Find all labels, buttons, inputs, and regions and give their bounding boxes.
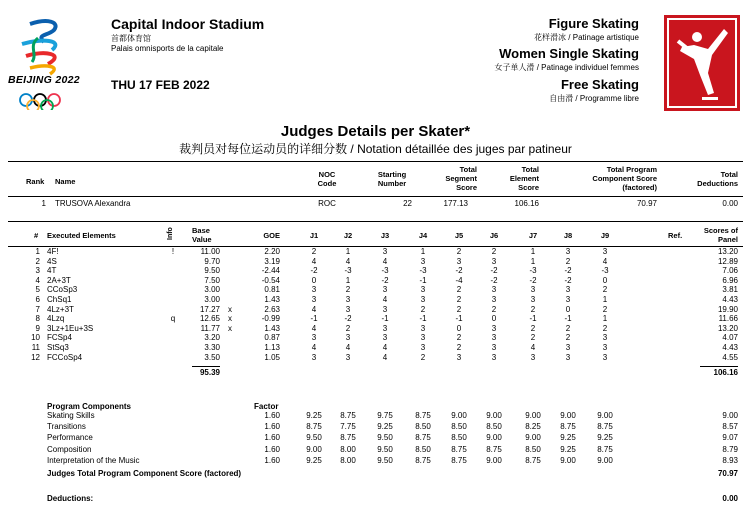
judge-8-score: 3 (565, 247, 571, 256)
judge-6-score: 2 (491, 247, 497, 256)
segment-subtitle: 自由滑 / Programme libre (549, 94, 639, 103)
judge-3-score: 4 (382, 343, 388, 352)
judge-9-score: 4 (602, 256, 608, 266)
judge-9-score: 3 (602, 247, 608, 256)
judge-1-score: -2 (310, 266, 318, 276)
judge-6-score: 3 (491, 285, 497, 295)
element-goe: 2.20 (264, 247, 280, 256)
base-value-total-rule (192, 366, 220, 367)
element-base-value: 3.20 (204, 333, 220, 343)
judge-2-score: 1 (345, 247, 351, 256)
judge-3-score: 3 (382, 323, 388, 333)
judge-3-score: -2 (381, 275, 389, 285)
col-name: Name (55, 177, 76, 186)
judge-2-score: 4 (345, 343, 351, 352)
judge-3-score: 4 (382, 295, 388, 304)
venue-french: Palais omnisports de la capitale (111, 44, 224, 53)
component-panel-score: 8.79 (722, 444, 738, 454)
judge-9-score: 1 (602, 295, 608, 304)
judge-6-mark: 9.00 (486, 411, 502, 420)
col-factor: Factor (254, 402, 279, 411)
judge-8-mark: 9.00 (560, 411, 576, 420)
col-start-number: Starting Number (377, 170, 407, 188)
col-judge-8: J8 (563, 231, 573, 240)
judge-9-mark: 9.00 (597, 455, 613, 465)
judge-7-score: 3 (530, 352, 536, 362)
sport-title: Figure Skating (548, 16, 639, 31)
element-goe: -0.54 (261, 275, 280, 285)
element-base-value: 12.65 (199, 314, 220, 324)
pcs-total-label: Judges Total Program Component Score (factored) (47, 469, 242, 478)
element-code: 4Lzq (47, 314, 65, 324)
judge-2-score: -3 (344, 266, 352, 276)
component-name: Interpretation of the Music (47, 455, 140, 465)
col-total-pcs: Total Program Component Score (factored) (592, 165, 657, 192)
judge-4-score: 3 (420, 285, 426, 295)
element-base-value: 9.70 (204, 256, 220, 266)
judge-7-score: 1 (530, 256, 536, 266)
judge-8-score: -1 (564, 314, 572, 324)
element-panel-score: 4.55 (722, 352, 738, 362)
element-base-value: 17.27 (199, 304, 220, 314)
judge-2-score: 1 (345, 275, 351, 285)
element-goe: 1.13 (264, 343, 280, 352)
pcs-total-value: 70.97 (717, 469, 738, 478)
component-factor: 1.60 (264, 455, 280, 465)
total-segment-score: 177.13 (443, 199, 468, 208)
judge-5-mark: 8.50 (451, 433, 467, 443)
judge-3-score: 3 (382, 304, 388, 314)
judge-6-score: 3 (491, 295, 497, 304)
judge-7-score: 1 (530, 247, 536, 256)
component-name: Composition (47, 444, 92, 454)
judge-6-mark: 8.75 (486, 444, 502, 454)
col-judge-3: J3 (380, 231, 390, 240)
judge-5-mark: 9.00 (451, 411, 467, 420)
judge-7-mark: 8.75 (525, 455, 541, 465)
judge-1-score: 3 (311, 295, 317, 304)
judge-8-score: 3 (565, 285, 571, 295)
judge-3-mark: 9.50 (377, 455, 393, 465)
judge-7-mark: 8.25 (525, 422, 541, 432)
col-total-deductions: Total Deductions (697, 170, 738, 188)
judge-2-mark: 8.75 (340, 433, 356, 443)
judge-3-score: 3 (382, 285, 388, 295)
judge-8-score: 3 (565, 343, 571, 352)
judge-2-score: 3 (345, 304, 351, 314)
judge-1-mark: 9.25 (306, 455, 322, 465)
element-base-value: 3.00 (204, 295, 220, 304)
judge-9-score: 2 (602, 285, 608, 295)
col-total-element-score: Total Element Score (509, 165, 539, 192)
judge-6-score: 3 (491, 343, 497, 352)
judge-8-score: 0 (565, 304, 571, 314)
judge-3-score: -1 (381, 314, 389, 324)
judge-5-score: 3 (456, 256, 462, 266)
judge-8-score: 2 (565, 333, 571, 343)
venue-chinese: 首都体育馆 (111, 34, 151, 43)
judge-1-score: 4 (311, 256, 317, 266)
col-element-number: # (34, 231, 39, 240)
judge-4-score: 2 (420, 304, 426, 314)
element-base-value: 9.50 (204, 266, 220, 276)
judge-6-score: 2 (491, 304, 497, 314)
judge-6-score: 0 (491, 314, 497, 324)
judge-3-score: 4 (382, 352, 388, 362)
judge-7-score: 4 (530, 343, 536, 352)
judge-7-score: 3 (530, 285, 536, 295)
col-noc: NOC Code (317, 170, 337, 188)
judge-1-score: 3 (311, 333, 317, 343)
judge-2-score: 3 (345, 333, 351, 343)
judge-4-mark: 8.75 (415, 411, 431, 420)
event-title: Women Single Skating (499, 46, 639, 61)
judge-4-score: 3 (420, 295, 426, 304)
judge-3-score: 3 (382, 247, 388, 256)
element-number: 1 (35, 247, 40, 256)
deductions-label: Deductions: (47, 494, 94, 503)
col-scores-of-panel: Scores of Panel (703, 226, 738, 244)
element-code: 4F! (47, 247, 59, 256)
element-goe: -0.99 (261, 314, 280, 324)
noc-code: ROC (318, 199, 336, 208)
judge-3-mark: 9.50 (377, 444, 393, 454)
judge-5-score: -2 (455, 266, 463, 276)
judge-8-score: 3 (565, 295, 571, 304)
judge-9-mark: 9.25 (597, 433, 613, 443)
judge-9-score: 2 (602, 304, 608, 314)
panel-total-rule (700, 366, 738, 367)
emblem-wordmark: BEIJING 2022 (8, 74, 80, 86)
element-code: 4T (47, 266, 57, 276)
total-element-score: 106.16 (514, 199, 539, 208)
judge-2-score: 2 (345, 285, 351, 295)
element-goe: 2.63 (264, 304, 280, 314)
col-judge-4: J4 (418, 231, 428, 240)
element-panel-score: 13.20 (717, 323, 738, 333)
judge-8-score: 3 (565, 352, 571, 362)
judge-4-score: -1 (419, 275, 427, 285)
col-judge-9: J9 (600, 231, 610, 240)
judge-7-score: 2 (530, 333, 536, 343)
figure-skating-pictogram (664, 15, 740, 111)
judge-5-score: 2 (456, 247, 462, 256)
judge-9-mark: 8.75 (597, 422, 613, 432)
judge-6-score: 3 (491, 333, 497, 343)
judge-6-score: 3 (491, 256, 497, 266)
judge-9-mark: 9.00 (597, 411, 613, 420)
judge-8-mark: 9.00 (560, 455, 576, 465)
judge-4-score: 3 (420, 343, 426, 352)
element-code: 3Lz+1Eu+3S (47, 323, 94, 333)
skater-name: TRUSOVA Alexandra (55, 199, 131, 208)
judge-2-mark: 8.75 (340, 411, 356, 420)
component-factor: 1.60 (264, 444, 280, 454)
element-panel-score: 12.89 (717, 256, 738, 266)
judge-9-score: 2 (602, 323, 608, 333)
element-goe: -2.44 (261, 266, 280, 276)
judge-5-score: -1 (455, 314, 463, 324)
judge-1-score: 3 (311, 352, 317, 362)
element-code: FCSp4 (47, 333, 72, 343)
sport-subtitle: 花样滑冰 / Patinage artistique (534, 33, 639, 42)
judge-4-mark: 8.75 (415, 455, 431, 465)
total-pcs: 70.97 (636, 199, 657, 208)
col-goe: GOE (263, 231, 280, 240)
judge-2-mark: 8.00 (340, 455, 356, 465)
element-base-value: 3.50 (204, 352, 220, 362)
judge-1-score: 3 (311, 285, 317, 295)
start-number: 22 (403, 199, 412, 208)
col-judge-7: J7 (528, 231, 538, 240)
element-goe: 0.87 (264, 333, 280, 343)
event-date: THU 17 FEB 2022 (111, 78, 210, 92)
col-total-segment-score: Total Segment Score (445, 165, 477, 192)
component-name: Transitions (47, 422, 86, 432)
judge-2-mark: 7.75 (340, 422, 356, 432)
judge-8-score: 2 (565, 256, 571, 266)
judge-4-mark: 8.50 (415, 422, 431, 432)
col-rank: Rank (26, 177, 45, 186)
element-goe: 1.05 (264, 352, 280, 362)
element-goe: 1.43 (264, 295, 280, 304)
judge-4-score: 3 (420, 333, 426, 343)
element-number: 4 (35, 275, 40, 285)
summary-header-rule (8, 196, 743, 197)
judge-5-mark: 8.75 (451, 455, 467, 465)
judge-7-mark: 8.50 (525, 444, 541, 454)
judge-9-score: -3 (601, 266, 609, 276)
element-panel-score: 7.06 (722, 266, 738, 276)
total-deductions: 0.00 (722, 199, 738, 208)
judge-4-score: 3 (420, 323, 426, 333)
judge-7-mark: 9.00 (525, 411, 541, 420)
judge-9-mark: 8.75 (597, 444, 613, 454)
element-base-value: 3.00 (204, 285, 220, 295)
judge-8-score: 2 (565, 323, 571, 333)
element-number: 8 (35, 314, 40, 324)
col-base-value: Base Value (192, 226, 212, 244)
col-info: Info (167, 227, 174, 240)
component-panel-score: 9.07 (722, 433, 738, 443)
col-executed-elements: Executed Elements (47, 231, 116, 240)
element-number: 9 (35, 323, 40, 333)
judge-8-mark: 9.25 (560, 444, 576, 454)
judge-2-score: 4 (345, 256, 351, 266)
element-panel-score: 3.81 (722, 285, 738, 295)
col-judge-5: J5 (454, 231, 464, 240)
element-code: 4Lz+3T (47, 304, 74, 314)
judge-5-score: 3 (456, 352, 462, 362)
skater-icon (664, 15, 740, 111)
judge-2-score: -2 (344, 314, 352, 324)
col-judge-6: J6 (489, 231, 499, 240)
judge-3-score: -3 (381, 266, 389, 276)
judge-1-score: -1 (310, 314, 318, 324)
element-base-value: 11.77 (200, 323, 220, 333)
judge-5-score: 2 (456, 343, 462, 352)
element-panel-score: 4.07 (722, 333, 738, 343)
judge-8-mark: 8.75 (560, 422, 576, 432)
component-panel-score: 8.93 (722, 455, 738, 465)
element-panel-score: 19.90 (717, 304, 738, 314)
col-ref: Ref. (668, 231, 683, 240)
judge-4-score: -3 (419, 266, 427, 276)
judge-8-mark: 9.25 (560, 433, 576, 443)
deductions-value: 0.00 (722, 494, 738, 503)
judge-3-mark: 9.75 (377, 411, 393, 420)
element-info: ! (171, 247, 175, 256)
judge-7-score: 2 (530, 304, 536, 314)
judge-3-mark: 9.25 (377, 422, 393, 432)
segment-title: Free Skating (560, 77, 639, 92)
element-code: ChSq1 (47, 295, 72, 304)
judge-9-score: 0 (602, 275, 608, 285)
judge-2-score: 2 (345, 323, 351, 333)
element-number: 12 (31, 352, 40, 362)
judge-9-score: 3 (602, 333, 608, 343)
element-base-value: 11.00 (200, 247, 220, 256)
component-name: Performance (47, 433, 93, 443)
component-factor: 1.60 (264, 433, 280, 443)
element-number: 6 (35, 295, 40, 304)
component-factor: 1.60 (264, 422, 280, 432)
element-number: 11 (31, 343, 40, 352)
judge-1-mark: 9.50 (306, 433, 322, 443)
judge-7-score: 3 (530, 295, 536, 304)
element-goe: 0.81 (264, 285, 280, 295)
judge-6-score: -2 (490, 275, 498, 285)
element-code: StSq3 (47, 343, 69, 352)
judge-3-score: 3 (382, 333, 388, 343)
venue-title: Capital Indoor Stadium (111, 16, 265, 32)
element-code: 2A+3T (47, 275, 71, 285)
judge-1-score: 4 (311, 304, 317, 314)
element-code: FCCoSp4 (47, 352, 83, 362)
element-number: 10 (31, 333, 40, 343)
page-subtitle: 裁判员对每位运动员的详细分数 / Notation détaillée des juges par patineur (179, 142, 572, 156)
judge-5-score: 0 (456, 323, 462, 333)
judge-6-mark: 9.00 (486, 455, 502, 465)
judge-5-mark: 8.75 (451, 444, 467, 454)
judge-2-score: 3 (345, 295, 351, 304)
judge-4-score: 3 (420, 256, 426, 266)
judge-3-mark: 9.50 (377, 433, 393, 443)
judge-1-mark: 9.00 (306, 444, 322, 454)
total-elements-score: 106.16 (713, 368, 738, 377)
judge-5-score: 2 (456, 333, 462, 343)
judge-1-mark: 9.25 (306, 411, 322, 420)
element-goe: 1.43 (264, 323, 280, 333)
judge-8-score: -2 (564, 266, 572, 276)
page-title: Judges Details per Skater* (280, 123, 471, 140)
judge-1-score: 4 (311, 343, 317, 352)
judge-7-mark: 9.00 (525, 433, 541, 443)
judge-3-score: 4 (382, 256, 388, 266)
judge-4-mark: 8.50 (415, 444, 431, 454)
element-code: 4S (47, 256, 57, 266)
judge-2-mark: 8.00 (340, 444, 356, 454)
judge-1-score: 2 (311, 247, 317, 256)
element-base-value: 7.50 (204, 275, 220, 285)
judge-1-score: 4 (311, 323, 317, 333)
emblem-graphic (8, 14, 90, 110)
judge-1-mark: 8.75 (306, 422, 322, 432)
element-panel-score: 11.66 (718, 314, 738, 324)
judge-5-score: 2 (456, 304, 462, 314)
judge-5-score: 2 (456, 295, 462, 304)
judge-1-score: 0 (311, 275, 317, 285)
elements-top-rule (8, 221, 743, 222)
judge-6-mark: 8.50 (486, 422, 502, 432)
judge-7-score: -2 (529, 275, 537, 285)
component-panel-score: 8.57 (722, 422, 738, 432)
element-number: 5 (35, 285, 40, 295)
event-subtitle: 女子单人滑 / Patinage individuel femmes (494, 63, 639, 72)
judge-7-score: -3 (529, 266, 537, 276)
judge-7-score: -1 (529, 314, 537, 324)
judge-2-score: 3 (345, 352, 351, 362)
element-bonus-mark: x (228, 304, 232, 314)
element-number: 2 (35, 256, 40, 266)
judge-5-score: 2 (456, 285, 462, 295)
component-name: Skating Skills (47, 411, 95, 420)
element-number: 3 (35, 266, 40, 276)
col-judge-2: J2 (343, 231, 353, 240)
element-panel-score: 4.43 (722, 295, 738, 304)
element-goe: 3.19 (264, 256, 280, 266)
judge-5-score: -4 (455, 275, 463, 285)
element-number: 7 (35, 304, 40, 314)
summary-top-rule (8, 161, 743, 162)
judge-9-score: 3 (602, 343, 608, 352)
judge-5-mark: 8.50 (451, 422, 467, 432)
element-code: CCoSp3 (47, 285, 78, 295)
judge-6-score: 3 (491, 323, 497, 333)
judge-4-score: 2 (420, 352, 426, 362)
total-base-value: 95.39 (199, 368, 220, 377)
judge-6-score: -2 (490, 266, 498, 276)
element-panel-score: 4.43 (722, 343, 738, 352)
element-bonus-mark: x (228, 314, 232, 324)
judge-4-score: -1 (419, 314, 427, 324)
beijing-2022-emblem (8, 14, 90, 110)
judge-6-mark: 9.00 (486, 433, 502, 443)
element-bonus-mark: x (228, 323, 232, 333)
judge-4-mark: 8.75 (415, 433, 431, 443)
judge-9-score: 1 (602, 314, 608, 324)
judge-8-score: -2 (564, 275, 572, 285)
judge-9-score: 3 (602, 352, 608, 362)
judge-4-score: 1 (420, 247, 426, 256)
program-components-heading: Program Components (47, 402, 132, 411)
element-panel-score: 6.96 (722, 275, 738, 285)
element-base-value: 3.30 (204, 343, 220, 352)
col-judge-1: J1 (309, 231, 319, 240)
component-factor: 1.60 (264, 411, 280, 420)
judge-6-score: 3 (491, 352, 497, 362)
component-panel-score: 9.00 (722, 411, 738, 420)
element-panel-score: 13.20 (717, 247, 738, 256)
element-info: q (170, 314, 176, 324)
judge-7-score: 2 (530, 323, 536, 333)
